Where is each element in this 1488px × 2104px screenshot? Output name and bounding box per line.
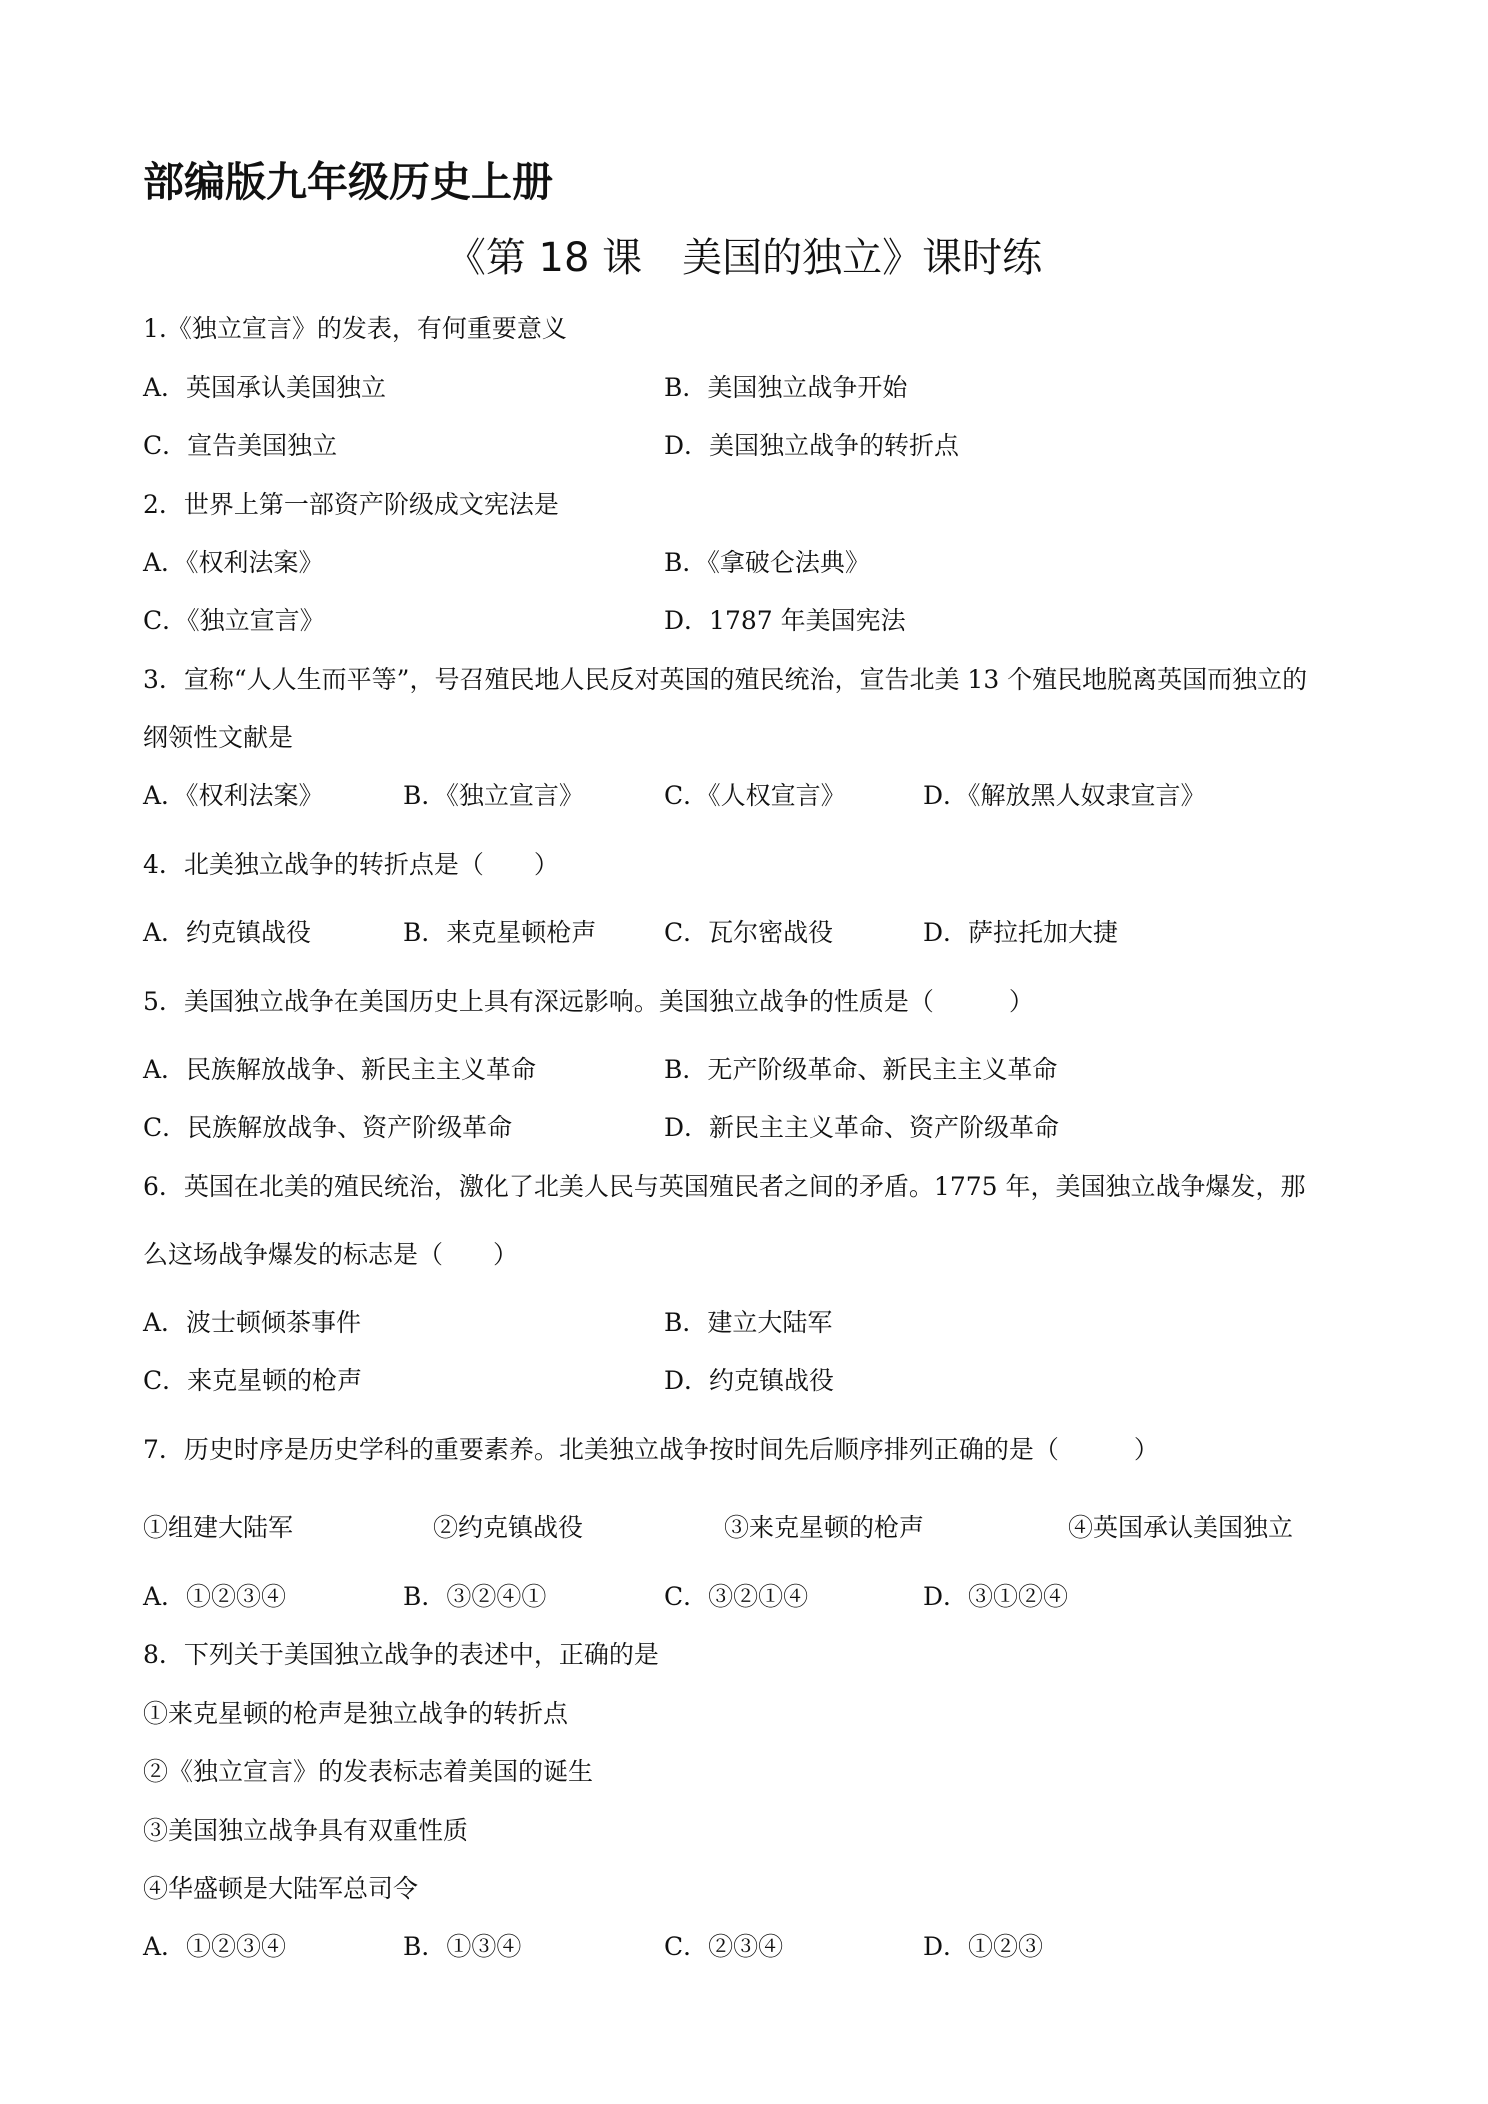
question-2-option-d: D．1787 年美国宪法 bbox=[664, 606, 906, 635]
question-8-option-b: B．①③④ bbox=[403, 1932, 522, 1961]
question-7-item-4: ④英国承认美国独立 bbox=[1068, 1513, 1294, 1542]
question-7-stem: 7．历史时序是历史学科的重要素养。北美独立战争按时间先后顺序排列正确的是（ ） bbox=[143, 1435, 1159, 1464]
question-1-option-d: D．美国独立战争的转折点 bbox=[664, 431, 960, 460]
question-3-option-c: C．《人权宣言》 bbox=[664, 781, 846, 810]
question-7-item-1: ①组建大陆军 bbox=[143, 1513, 294, 1542]
question-1-option-b: B．美国独立战争开始 bbox=[664, 373, 908, 402]
question-2-option-c: C．《独立宣言》 bbox=[143, 606, 325, 635]
question-3-option-d: D．《解放黑人奴隶宣言》 bbox=[923, 781, 1206, 810]
question-4-option-b: B．来克星顿枪声 bbox=[403, 918, 597, 947]
question-7-item-2: ②约克镇战役 bbox=[433, 1513, 584, 1542]
question-5-stem: 5．美国独立战争在美国历史上具有深远影响。美国独立战争的性质是（ ） bbox=[143, 987, 1034, 1016]
question-3-option-b: B．《独立宣言》 bbox=[403, 781, 584, 810]
question-8-option-d: D．①②③ bbox=[923, 1932, 1044, 1961]
question-4-option-c: C．瓦尔密战役 bbox=[664, 918, 834, 947]
question-8-statement-1: ①来克星顿的枪声是独立战争的转折点 bbox=[143, 1699, 569, 1728]
page-title: 部编版九年级历史上册 bbox=[143, 158, 553, 206]
question-6-option-d: D．约克镇战役 bbox=[664, 1366, 835, 1395]
question-7-option-b: B．③②④① bbox=[403, 1582, 547, 1611]
question-8-stem: 8．下列关于美国独立战争的表述中，正确的是 bbox=[143, 1640, 659, 1669]
question-1-option-a: A．英国承认美国独立 bbox=[143, 373, 387, 402]
question-4-option-d: D．萨拉托加大捷 bbox=[923, 918, 1119, 947]
question-5-option-b: B．无产阶级革命、新民主主义革命 bbox=[664, 1055, 1058, 1084]
question-3-option-a: A．《权利法案》 bbox=[143, 781, 324, 810]
lesson-title: 《第 18 课 美国的独立》课时练 bbox=[445, 235, 1043, 281]
question-8-option-a: A．①②③④ bbox=[143, 1932, 287, 1961]
question-1-option-c: C．宣告美国独立 bbox=[143, 431, 338, 460]
question-6-option-c: C．来克星顿的枪声 bbox=[143, 1366, 363, 1395]
question-2-option-a: A．《权利法案》 bbox=[143, 548, 324, 577]
question-3-stem-line-2: 纲领性文献是 bbox=[143, 723, 294, 752]
question-6-stem-line-1: 6．英国在北美的殖民统治，激化了北美人民与英国殖民者之间的矛盾。1775 年，美国独立战争爆发，那 bbox=[143, 1172, 1306, 1201]
question-6-option-b: B．建立大陆军 bbox=[664, 1308, 833, 1337]
question-2-option-b: B．《拿破仑法典》 bbox=[664, 548, 870, 577]
question-7-option-a: A．①②③④ bbox=[143, 1582, 287, 1611]
question-2-stem: 2．世界上第一部资产阶级成文宪法是 bbox=[143, 490, 559, 519]
question-4-stem: 4．北美独立战争的转折点是（ ） bbox=[143, 850, 559, 879]
question-3-stem-line-1: 3．宣称“人人生而平等”，号召殖民地人民反对英国的殖民统治，宣告北美 13 个殖民地脱离英国而独立的 bbox=[143, 665, 1308, 694]
question-7-option-d: D．③①②④ bbox=[923, 1582, 1069, 1611]
question-8-statement-4: ④华盛顿是大陆军总司令 bbox=[143, 1874, 419, 1903]
question-8-statement-3: ③美国独立战争具有双重性质 bbox=[143, 1816, 469, 1845]
question-6-option-a: A．波士顿倾茶事件 bbox=[143, 1308, 362, 1337]
question-7-item-3: ③来克星顿的枪声 bbox=[724, 1513, 925, 1542]
question-1-stem: 1.《独立宣言》的发表，有何重要意义 bbox=[143, 314, 567, 343]
question-5-option-c: C．民族解放战争、资产阶级革命 bbox=[143, 1113, 513, 1142]
question-5-option-d: D．新民主主义革命、资产阶级革命 bbox=[664, 1113, 1060, 1142]
question-8-statement-2: ②《独立宣言》的发表标志着美国的诞生 bbox=[143, 1757, 594, 1786]
question-8-option-c: C．②③④ bbox=[664, 1932, 784, 1961]
question-7-option-c: C．③②①④ bbox=[664, 1582, 809, 1611]
question-4-option-a: A．约克镇战役 bbox=[143, 918, 312, 947]
question-5-option-a: A．民族解放战争、新民主主义革命 bbox=[143, 1055, 537, 1084]
question-6-stem-line-2: 么这场战争爆发的标志是（ ） bbox=[143, 1240, 519, 1269]
